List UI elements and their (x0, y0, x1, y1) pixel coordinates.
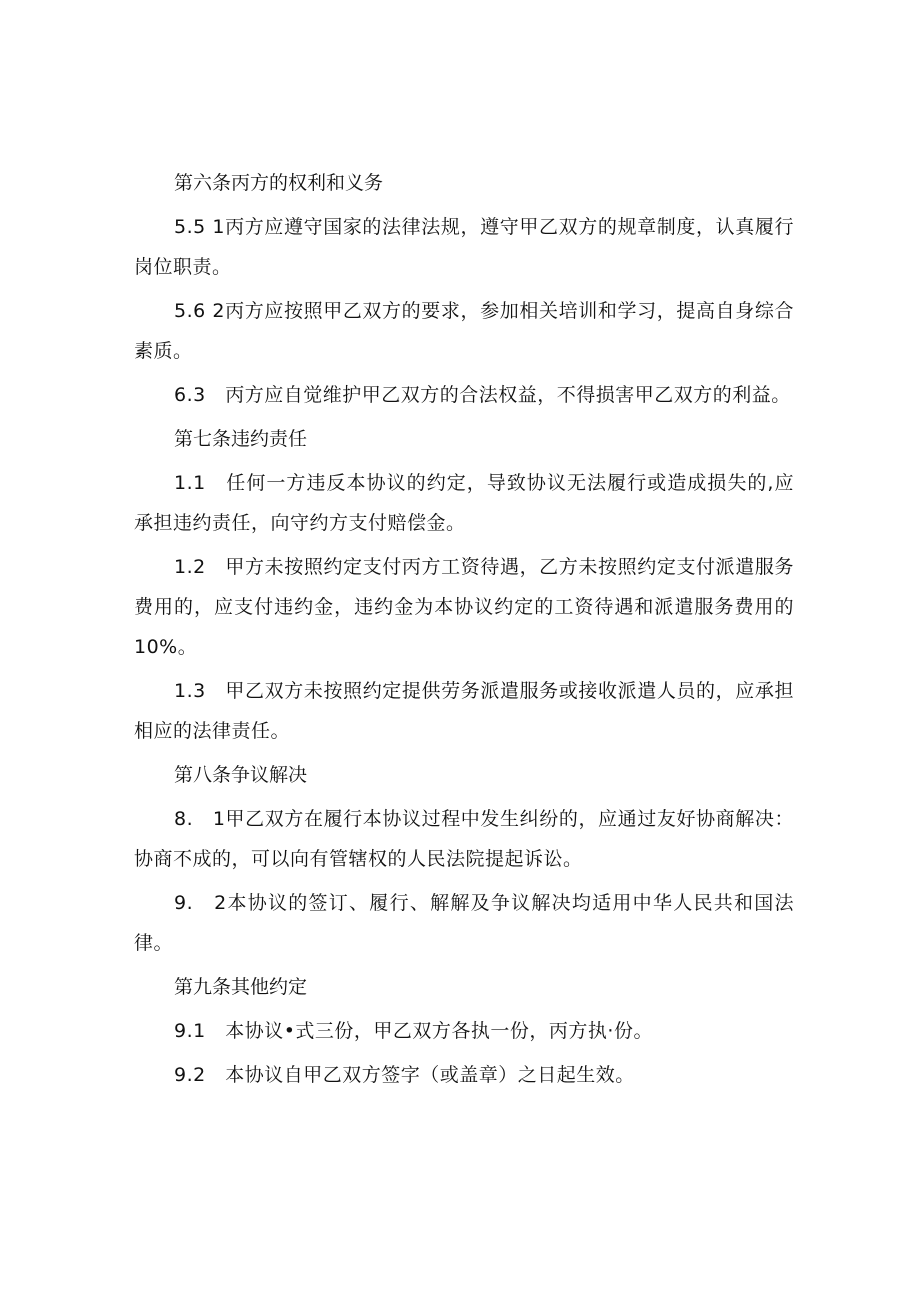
document-body (134, 163, 794, 1099)
section-heading-article-7: 第七条违约责任 (174, 428, 308, 450)
clause-5-6: 5.6 2丙方应按照甲乙双方的要求，参加相关培训和学习，提高自身综合素质。 (134, 300, 794, 362)
clause-1-1: 1.1 任何一方违反本协议的约定，导致协议无法履行或造成损失的,应承担违约责任，向守约方支付赔偿金。 (134, 472, 794, 534)
section-heading-article-9: 第九条其他约定 (174, 976, 308, 998)
clause-9-2-law: 9. 2本协议的签订、履行、解解及争议解决均适用中华人民共和国法律。 (134, 892, 794, 954)
section-heading-article-6: 第六条丙方的权利和义务 (174, 172, 384, 194)
clause-1-3: 1.3 甲乙双方未按照约定提供劳务派遣服务或接收派遣人员的，应承担相应的法律责任。 (134, 680, 794, 742)
clause-9-1: 9.1 本协议•式三份，甲乙双方各执一份，丙方执·份。 (174, 1020, 653, 1042)
clause-1-2: 1.2 甲方未按照约定支付丙方工资待遇，乙方未按照约定支付派遣服务费用的，应支付违约金，违约金为本协议约定的工资待遇和派遣服务费用的10%。 (134, 556, 794, 658)
section-heading-article-8: 第八条争议解决 (174, 764, 308, 786)
clause-6-3: 6.3 丙方应自觉维护甲乙双方的合法权益，不得损害甲乙双方的利益。 (174, 384, 791, 406)
clause-9-2: 9.2 本协议自甲乙双方签字（或盖章）之日起生效。 (174, 1064, 635, 1086)
clause-5-5: 5.5 1丙方应遵守国家的法律法规，遵守甲乙双方的规章制度，认真履行岗位职责。 (134, 216, 794, 278)
clause-8-1: 8. 1甲乙双方在履行本协议过程中发生纠纷的，应通过友好协商解决：协商不成的，可以向有管辖权的人民法院提起诉讼。 (134, 808, 794, 870)
